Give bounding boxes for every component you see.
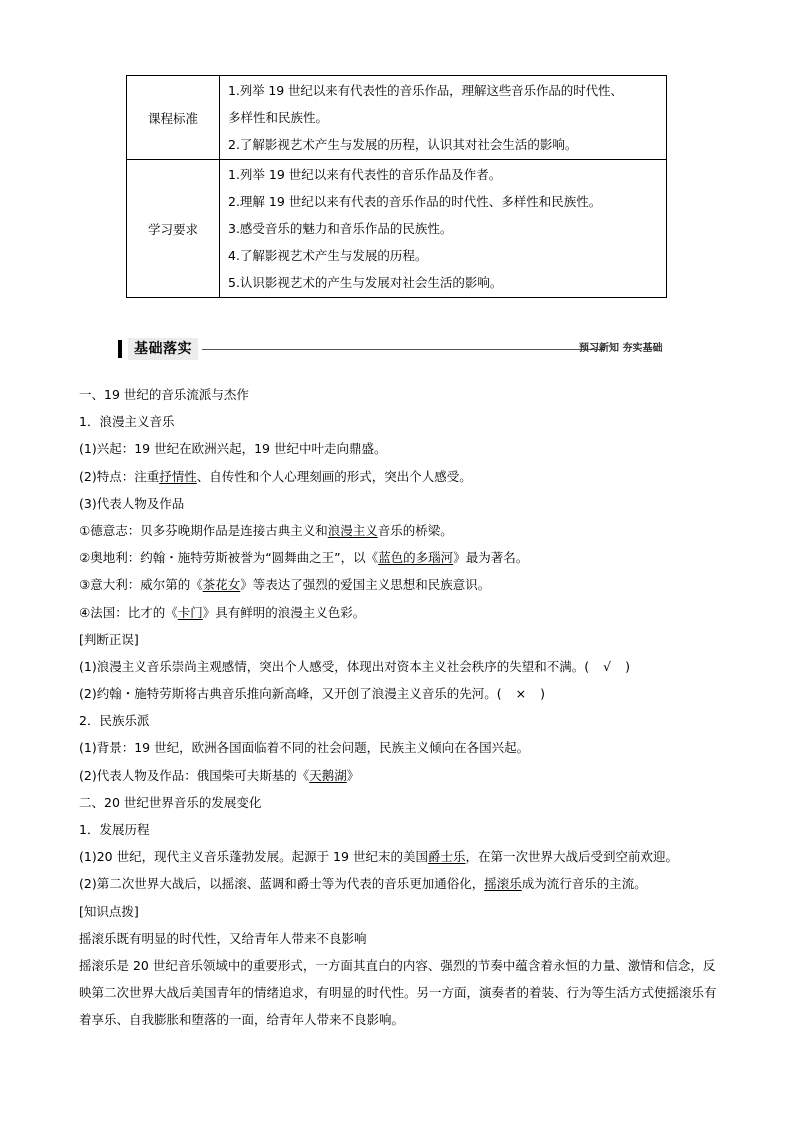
underlined-keyword: 爵士乐 [427,849,466,865]
paragraph-features [79,463,724,490]
table-row [127,160,667,298]
knowledge-tip-heading: [知识点拨] [79,903,139,919]
underlined-keyword: 浪漫主义 [327,522,378,538]
judge-item-1: (1)浪漫主义音乐崇尚主观感情，突出个人感受，体现出对资本主义社会秩序的失望和不满。( √ ) [79,653,724,680]
table-line: 1.列举 19 世纪以来有代表性的音乐作品，理解这些音乐作品的时代性、 [228,83,623,98]
text: (2)第二次世界大战后，以摇滚、蓝调和爵士等为代表的音乐更加通俗化， [79,876,485,892]
underlined-keyword: 卡门 [177,604,203,620]
text: (2)约翰・施特劳斯将古典音乐推向新高峰，又开创了浪漫主义音乐的先河。 [79,686,497,702]
content-body [79,381,724,1034]
underlined-keyword: 茶花女 [202,577,241,593]
judge-heading: [判断正误] [79,631,139,647]
paragraph-development-1 [79,843,724,870]
item-austria [79,544,724,571]
subsection-heading: 1．发展历程 [79,822,150,837]
text: 》等表达了强烈的爱国主义思想和民族意识。 [240,577,491,593]
subsection-heading: 1．浪漫主义音乐 [79,414,175,430]
text: ③意大利：威尔第的《 [79,577,203,593]
section-heading: 一、19 世纪的音乐流派与杰作 [79,387,249,402]
text: (1)浪漫主义音乐崇尚主观感情，突出个人感受，体现出对资本主义社会秩序的失望和不满。 [79,658,585,674]
table-body-cell [220,160,667,298]
section-banner [118,338,678,360]
table-line: 5.认识影视艺术的产生与发展对社会生活的影响。 [228,275,503,290]
text: ，在第一次世界大战后受到空前欢迎。 [465,849,678,865]
knowledge-tip-body: 摇滚乐是 20 世纪音乐领域中的重要形式，一方面其直白的内容、强烈的节奏中蕴含着永恒的力量、激情和信念，反映第二次世界大战后美国青年的情绪追求，有明显的时代性。另一方面，演奏者的着装、行为等生活方式使摇滚乐有着享乐、自我膨胀和堕落的一面，给青年人带来不良影响。 [79,957,717,1028]
text: (1)20 世纪，现代主义音乐蓬勃发展。起源于 19 世纪末的美国 [79,849,428,865]
banner-bar [118,340,122,358]
text: 》最为著名。 [453,550,529,566]
table-line: 4.了解影视艺术产生与发展的历程。 [228,248,428,263]
underlined-keyword: 蓝色的多瑙河 [378,550,454,566]
text: (2)代表人物及作品：俄国柴可夫斯基的《 [79,767,310,783]
standards-table [126,75,667,298]
text: 、自传性和个人心理刻画的形式，突出个人感受。 [196,468,472,484]
text: ②奥地利：约翰・施特劳斯被誉为“圆舞曲之王”，以《 [79,550,379,566]
underlined-keyword: 天鹅湖 [309,767,347,783]
answer-mark: √ [603,658,612,674]
underlined-keyword: 抒情性 [159,468,197,484]
table-line: 2.了解影视艺术产生与发展的历程，认识其对社会生活的影响。 [228,137,578,152]
paragraph-background: (1)背景：19 世纪，欧洲各国面临着不同的社会问题，民族主义倾向在各国兴起。 [79,740,530,756]
answer-mark: × [515,686,527,702]
banner-subtitle: 预习新知 夯实基础 [579,343,663,354]
table-line: 2.理解 19 世纪以来有代表的音乐作品的时代性、多样性和民族性。 [228,194,602,209]
underlined-keyword: 摇滚乐 [484,876,522,892]
item-germany [79,517,724,544]
item-france [79,599,724,626]
paragraph-development-2 [79,870,724,897]
paragraph-representatives [79,762,724,789]
text: 》具有鲜明的浪漫主义色彩。 [202,604,366,620]
table-line: 多样性和民族性。 [228,110,329,125]
text: 成为流行音乐的主流。 [521,876,647,892]
section-heading: 二、20 世纪世界音乐的发展变化 [79,794,262,810]
subheading-representatives: (3)代表人物及作品 [79,495,185,511]
text: 音乐的桥梁。 [377,522,453,538]
paragraph-rise: (1)兴起：19 世纪在欧洲兴起，19 世纪中叶走向鼎盛。 [79,441,387,457]
text: ④法国：比才的《 [79,604,178,620]
item-italy [79,571,724,598]
banner-title: 基础落实 [128,338,198,360]
table-row [127,76,667,160]
judge-item-2: (2)约翰・施特劳斯将古典音乐推向新高峰，又开创了浪漫主义音乐的先河。( × ) [79,680,724,707]
table-body-cell [220,76,667,160]
table-header-cell: 课程标准 [127,76,220,160]
banner-rule [202,349,604,350]
knowledge-tip-title: 摇滚乐既有明显的时代性，又给青年人带来不良影响 [79,930,367,946]
table-header-cell: 学习要求 [127,160,220,298]
text: (2)特点：注重 [79,468,160,484]
table-line: 3.感受音乐的魅力和音乐作品的民族性。 [228,221,453,236]
table-line: 1.列举 19 世纪以来有代表性的音乐作品及作者。 [228,167,502,182]
text: ①德意志：贝多芬晚期作品是连接古典主义和 [79,522,328,538]
text: 》 [346,767,360,783]
subsection-heading: 2．民族乐派 [79,713,150,729]
